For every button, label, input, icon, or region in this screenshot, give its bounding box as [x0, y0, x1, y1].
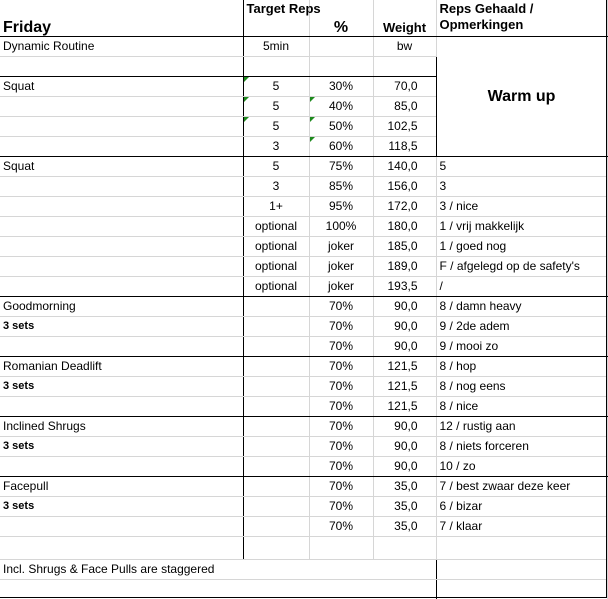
reps-cell[interactable]: 5min: [243, 37, 309, 57]
weight-cell[interactable]: [373, 537, 436, 560]
reps-cell[interactable]: optional: [243, 217, 309, 237]
weight-cell[interactable]: 140,0: [373, 157, 436, 177]
remark-cell[interactable]: 9 / 2de adem: [436, 317, 607, 337]
remark-cell[interactable]: F / afgelegd op de safety's: [436, 257, 607, 277]
reps-cell[interactable]: [243, 437, 309, 457]
remark-cell[interactable]: 8 / hop: [436, 357, 607, 377]
remark-cell[interactable]: 7 / best zwaar deze keer: [436, 477, 607, 497]
remark-cell[interactable]: 5: [436, 157, 607, 177]
exercise-cell[interactable]: Inclined Shrugs: [0, 417, 243, 437]
reps-cell[interactable]: 3: [243, 137, 309, 157]
reps-cell[interactable]: [243, 417, 309, 437]
sets-cell[interactable]: 3 sets: [0, 377, 243, 397]
remark-cell[interactable]: [436, 537, 607, 560]
remark-cell[interactable]: [436, 580, 607, 599]
weight-cell[interactable]: 172,0: [373, 197, 436, 217]
table-row: [0, 377, 607, 397]
weight-cell[interactable]: 189,0: [373, 257, 436, 277]
percent-cell[interactable]: 70%: [309, 477, 373, 497]
table-row: [0, 317, 607, 337]
percent-cell[interactable]: 70%: [309, 357, 373, 377]
header-row: [0, 0, 607, 37]
weight-cell[interactable]: 70,0: [373, 77, 436, 97]
weight-cell[interactable]: [373, 57, 436, 77]
table-row: [0, 237, 607, 257]
percent-cell[interactable]: [309, 57, 373, 77]
weight-cell[interactable]: 90,0: [373, 337, 436, 357]
table-row: [0, 397, 607, 417]
exercise-cell[interactable]: [0, 237, 243, 257]
weight-cell[interactable]: 90,0: [373, 297, 436, 317]
reps-cell[interactable]: [243, 377, 309, 397]
weight-cell[interactable]: 121,5: [373, 397, 436, 417]
remark-cell[interactable]: 8 / damn heavy: [436, 297, 607, 317]
exercise-cell[interactable]: [0, 217, 243, 237]
table-row: [0, 457, 607, 477]
table-row: [0, 157, 607, 177]
exercise-cell[interactable]: [0, 337, 243, 357]
remark-cell[interactable]: 3: [436, 177, 607, 197]
day-title[interactable]: Friday: [0, 0, 243, 37]
weight-cell[interactable]: 35,0: [373, 517, 436, 537]
remark-cell[interactable]: [436, 560, 607, 580]
reps-cell[interactable]: [243, 477, 309, 497]
target-reps-header[interactable]: Target Reps: [243, 0, 309, 37]
percent-cell[interactable]: 70%: [309, 397, 373, 417]
reps-cell[interactable]: 5: [243, 117, 309, 137]
table-row: [0, 497, 607, 517]
table-row: [0, 537, 607, 560]
weight-header[interactable]: Weight: [373, 0, 436, 37]
weight-cell[interactable]: 121,5: [373, 357, 436, 377]
sets-cell[interactable]: 3 sets: [0, 317, 243, 337]
table-row: [0, 560, 607, 580]
percent-cell[interactable]: 70%: [309, 417, 373, 437]
percent-cell[interactable]: 70%: [309, 337, 373, 357]
weight-cell[interactable]: bw: [373, 37, 436, 57]
table-row: [0, 197, 607, 217]
remark-cell[interactable]: 8 / niets forceren: [436, 437, 607, 457]
reps-cell[interactable]: [243, 57, 309, 77]
reps-cell[interactable]: [243, 297, 309, 317]
exercise-cell[interactable]: [0, 257, 243, 277]
remark-cell[interactable]: 8 / nog eens: [436, 377, 607, 397]
exercise-cell[interactable]: [0, 117, 243, 137]
percent-cell[interactable]: 30%: [309, 77, 373, 97]
percent-cell[interactable]: 95%: [309, 197, 373, 217]
exercise-cell[interactable]: Goodmorning: [0, 297, 243, 317]
table-row: [0, 177, 607, 197]
weight-cell[interactable]: 180,0: [373, 217, 436, 237]
table-row: [0, 417, 607, 437]
remark-cell[interactable]: 9 / mooi zo: [436, 337, 607, 357]
reps-cell[interactable]: optional: [243, 257, 309, 277]
percent-cell[interactable]: 70%: [309, 517, 373, 537]
table-row: [0, 337, 607, 357]
exercise-cell[interactable]: Squat: [0, 77, 243, 97]
percent-cell[interactable]: 75%: [309, 157, 373, 177]
exercise-cell[interactable]: [0, 277, 243, 297]
reps-cell[interactable]: [243, 517, 309, 537]
warmup-label: Warm up: [487, 88, 556, 105]
percent-header[interactable]: %: [309, 0, 373, 37]
weight-cell[interactable]: 156,0: [373, 177, 436, 197]
weight-cell[interactable]: 90,0: [373, 457, 436, 477]
weight-cell[interactable]: 35,0: [373, 477, 436, 497]
percent-cell[interactable]: joker: [309, 277, 373, 297]
weight-cell[interactable]: 102,5: [373, 117, 436, 137]
percent-cell[interactable]: [309, 537, 373, 560]
weight-cell[interactable]: 90,0: [373, 417, 436, 437]
exercise-cell[interactable]: [0, 537, 243, 560]
weight-cell[interactable]: 193,5: [373, 277, 436, 297]
table-row: [0, 580, 607, 599]
remark-cell[interactable]: 3 / nice: [436, 197, 607, 217]
weight-cell[interactable]: 118,5: [373, 137, 436, 157]
percent-cell[interactable]: 70%: [309, 457, 373, 477]
warmup-cell[interactable]: [436, 37, 607, 157]
exercise-cell[interactable]: [0, 97, 243, 117]
table-row: [0, 357, 607, 377]
exercise-cell[interactable]: [0, 517, 243, 537]
weight-cell[interactable]: 85,0: [373, 97, 436, 117]
sets-cell[interactable]: 3 sets: [0, 437, 243, 457]
table-row: [0, 297, 607, 317]
table-row: [0, 257, 607, 277]
reps-cell[interactable]: 1+: [243, 197, 309, 217]
reps-cell[interactable]: [243, 537, 309, 560]
sets-cell[interactable]: 3 sets: [0, 497, 243, 517]
weight-cell[interactable]: 121,5: [373, 377, 436, 397]
reps-cell[interactable]: optional: [243, 237, 309, 257]
percent-cell[interactable]: joker: [309, 257, 373, 277]
percent-cell[interactable]: 60%: [309, 137, 373, 157]
percent-cell[interactable]: 70%: [309, 297, 373, 317]
percent-cell[interactable]: [309, 37, 373, 57]
percent-cell[interactable]: 70%: [309, 497, 373, 517]
percent-cell[interactable]: 70%: [309, 317, 373, 337]
table-row: [0, 217, 607, 237]
exercise-cell[interactable]: Romanian Deadlift: [0, 357, 243, 377]
reps-cell[interactable]: [243, 397, 309, 417]
percent-cell[interactable]: 100%: [309, 217, 373, 237]
reps-cell[interactable]: 3: [243, 177, 309, 197]
remarks-header[interactable]: Reps Gehaald / Opmerkingen: [436, 0, 607, 37]
exercise-cell[interactable]: Squat: [0, 157, 243, 177]
note-cell[interactable]: Incl. Shrugs & Face Pulls are staggered: [0, 560, 436, 580]
reps-cell[interactable]: 5: [243, 77, 309, 97]
remark-cell[interactable]: 12 / rustig aan: [436, 417, 607, 437]
table-row: [0, 277, 607, 297]
exercise-cell[interactable]: Dynamic Routine: [0, 37, 243, 57]
exercise-cell[interactable]: [0, 397, 243, 417]
reps-cell[interactable]: [243, 457, 309, 477]
remark-cell[interactable]: 7 / klaar: [436, 517, 607, 537]
exercise-cell[interactable]: [0, 580, 436, 599]
reps-cell[interactable]: [243, 317, 309, 337]
table-row: [0, 437, 607, 457]
percent-cell[interactable]: 70%: [309, 377, 373, 397]
percent-cell[interactable]: 40%: [309, 97, 373, 117]
reps-cell[interactable]: [243, 337, 309, 357]
percent-cell[interactable]: 70%: [309, 437, 373, 457]
table-row: [0, 37, 607, 57]
percent-cell[interactable]: joker: [309, 237, 373, 257]
weight-cell[interactable]: 90,0: [373, 437, 436, 457]
reps-cell[interactable]: optional: [243, 277, 309, 297]
remark-cell[interactable]: /: [436, 277, 607, 297]
remark-cell[interactable]: 8 / nice: [436, 397, 607, 417]
table-row: [0, 517, 607, 537]
percent-cell[interactable]: 85%: [309, 177, 373, 197]
exercise-cell[interactable]: Facepull: [0, 477, 243, 497]
weight-cell[interactable]: 90,0: [373, 317, 436, 337]
remark-cell[interactable]: 1 / goed nog: [436, 237, 607, 257]
exercise-cell[interactable]: [0, 137, 243, 157]
remark-cell[interactable]: 6 / bizar: [436, 497, 607, 517]
percent-cell[interactable]: 50%: [309, 117, 373, 137]
exercise-cell[interactable]: [0, 177, 243, 197]
reps-cell[interactable]: [243, 357, 309, 377]
exercise-cell[interactable]: [0, 57, 243, 77]
remark-cell[interactable]: 1 / vrij makkelijk: [436, 217, 607, 237]
exercise-cell[interactable]: [0, 197, 243, 217]
weight-cell[interactable]: 35,0: [373, 497, 436, 517]
exercise-cell[interactable]: [0, 457, 243, 477]
remark-cell[interactable]: 10 / zo: [436, 457, 607, 477]
weight-cell[interactable]: 185,0: [373, 237, 436, 257]
reps-cell[interactable]: 5: [243, 157, 309, 177]
reps-cell[interactable]: [243, 497, 309, 517]
reps-cell[interactable]: 5: [243, 97, 309, 117]
table-row: [0, 477, 607, 497]
